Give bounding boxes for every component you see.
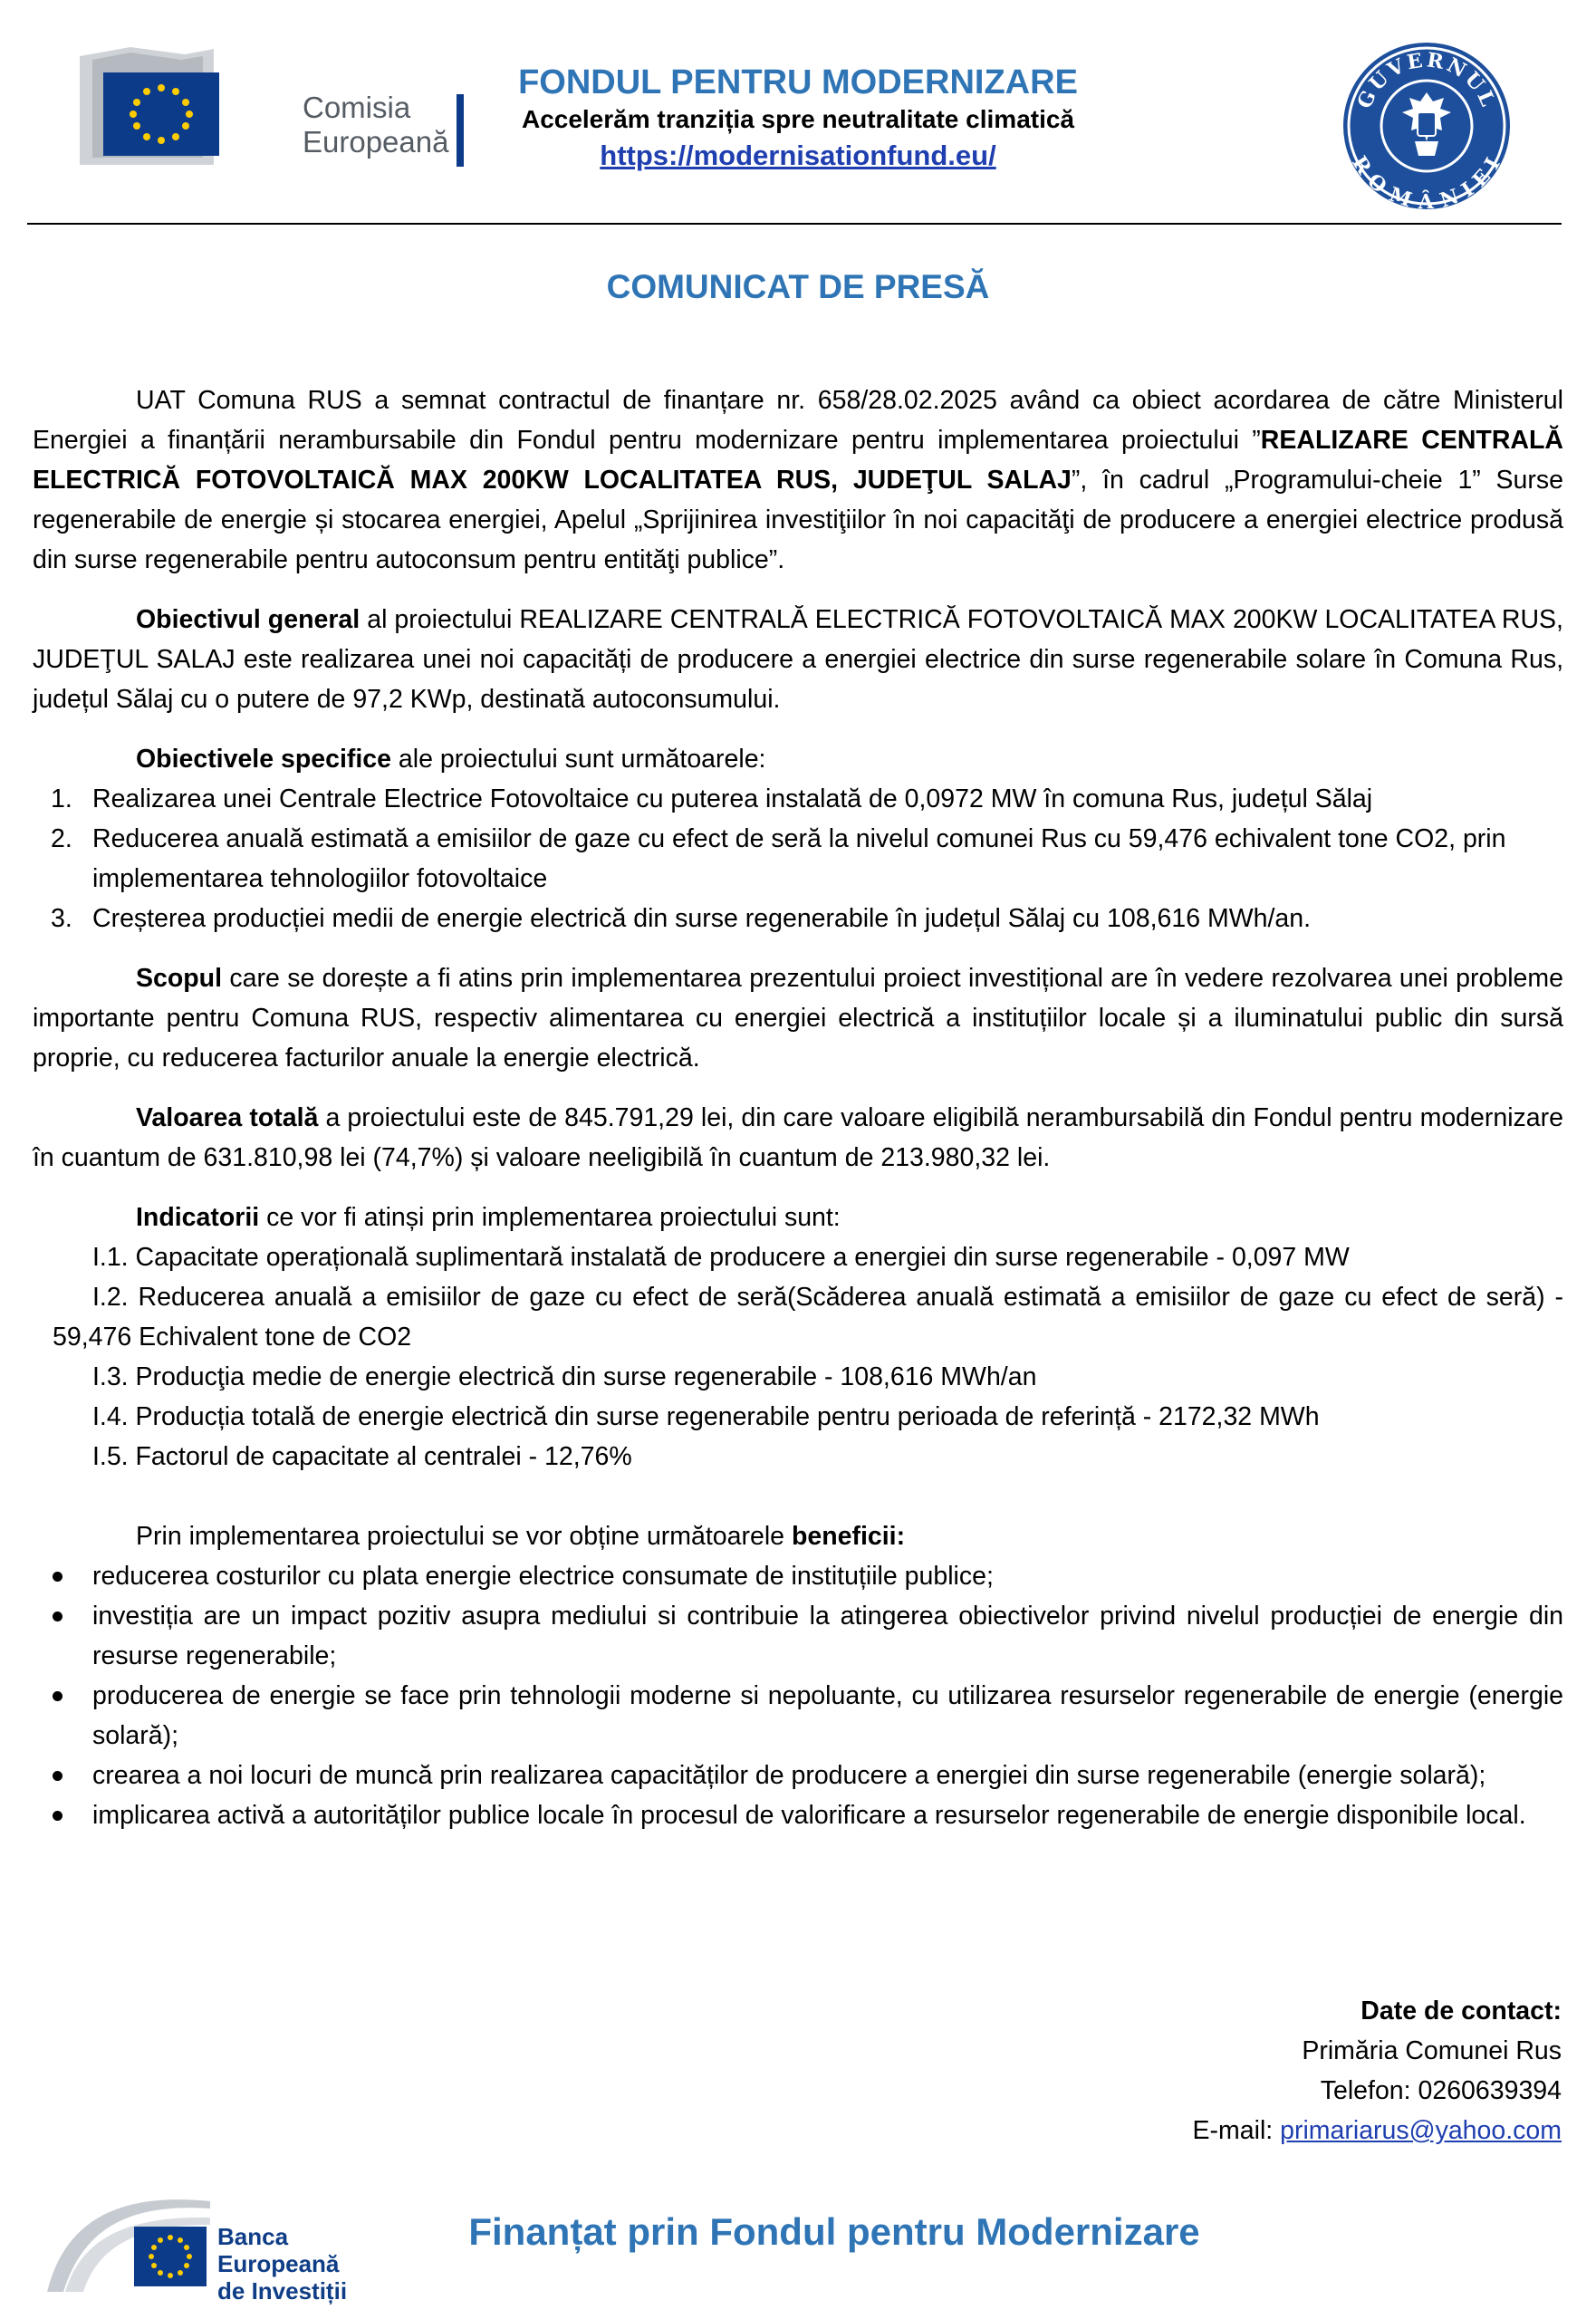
specific-objectives-list — [33, 779, 1563, 938]
indicator-item: I.1. Capacitate operațională suplimentară instalată de producere a energiei din surse regenerabile - 0,097 MW — [92, 1243, 1350, 1272]
specific-label: Obiectivele specifice — [136, 745, 391, 774]
list-item — [33, 899, 1563, 938]
bullet-icon — [53, 1691, 62, 1701]
indicator-item: I.5. Factorul de capacitate al centralei - 12,76% — [92, 1442, 632, 1471]
intro-text-b: ”, în cadrul „Programului-cheie 1” Surse regenerabile de energie și stocarea energiei, Apelul „Sprijinirea investiţiilor în noi capacităţi de producere a energiei electrice produsă din surse regenerabile pentru autoconsum pentru entităţi publice”. — [33, 466, 1563, 574]
list-number: 2. — [51, 824, 72, 853]
indicators-intro — [33, 1198, 1563, 1237]
indicators-list — [33, 1237, 1563, 1477]
list-item — [33, 1556, 1563, 1596]
contact-heading: Date de contact: — [1360, 1997, 1562, 2026]
ec-logo-line1: Comisia — [303, 91, 411, 124]
specific-text: ale proiectului sunt următoarele: — [390, 745, 766, 774]
list-item — [33, 1795, 1563, 1835]
list-item-text: implicarea activă a autorităților publice locale în procesul de valorificare a resurselor regenerabile de energie disponibile local. — [92, 1801, 1526, 1830]
scope-text: care se dorește a fi atins prin implementarea prezentului proiect investițional are în vedere rezolvarea unei probleme importante pentru Comuna RUS, respectiv alimentarea cu energiei electrică a instituțiilor locale și a iluminatului public din sursă proprie, cu reducerea facturilor anuale la energie electrică. — [33, 964, 1563, 1073]
contact-phone: Telefon: 0260639394 — [1320, 2076, 1562, 2105]
list-item-text: crearea a noi locuri de muncă prin realizarea capacităților de producere a energiei din surse regenerabile (energie solară); — [92, 1761, 1486, 1790]
list-item-text: reducerea costurilor cu plata energie electrice consumate de instituțiile publice; — [92, 1562, 994, 1591]
header — [0, 0, 1596, 226]
bullet-icon — [53, 1811, 62, 1821]
intro-text-a: UAT Comuna RUS a semnat contractul de finanțare nr. 658/28.02.2025 având ca obiect acordarea de către Ministerul Energiei a finanțării nerambursabile din Fondul pentru modernizare pentru implementarea proiectului ” — [33, 386, 1563, 455]
indicators-text: ce vor fi atinși prin implementarea proiectului sunt: — [259, 1203, 841, 1232]
value-paragraph — [33, 1098, 1563, 1178]
ec-logo-line2: Europeană — [303, 125, 449, 159]
objective-label: Obiectivul general — [136, 605, 361, 634]
page-title: COMUNICAT DE PRESĂ — [606, 268, 990, 305]
project-name: REALIZARE CENTRALĂ ELECTRICĂ FOTOVOLTAICĂ MAX 200KW LOCALITATEA RUS, JUDEŢUL SALAJ — [33, 426, 1563, 495]
scope-paragraph — [33, 958, 1563, 1078]
header-divider — [27, 223, 1562, 225]
list-item-text: Creșterea producției medii de energie electrică din surse regenerabile în județul Sălaj cu 108,616 MWh/an. — [92, 904, 1312, 933]
seal-text-bottom: ROMÂNIEI — [1347, 151, 1507, 212]
list-item — [33, 1596, 1563, 1676]
fund-title: FONDUL PENTRU MODERNIZARE — [518, 63, 1078, 101]
benefits-label: beneficii: — [791, 1522, 906, 1551]
list-number: 1. — [51, 784, 72, 813]
government-seal-icon — [1341, 40, 1513, 212]
contact-block — [1193, 1991, 1562, 2151]
eib-line2: de Investiții — [217, 2277, 348, 2305]
benefits-text: Prin implementarea proiectului se vor obține următoarele — [136, 1522, 792, 1551]
objective-text: al proiectului REALIZARE CENTRALĂ ELECTRICĂ FOTOVOLTAICĂ MAX 200KW LOCALITATEA RUS, JUDEŢUL SALAJ este realizarea unei noi capacități de producere a energiei electrice din surse regenerabile solare în Comuna Rus, județul Sălaj cu o putere de 97,2 KWp, destinată autoconsumului. — [33, 605, 1563, 714]
value-text: a proiectului este de 845.791,29 lei, din care valoare eligibilă nerambursabilă din Fondul pentru modernizare în cuantum de 631.810,98 lei (74,7%) și valoare neeligibilă în cuantum de 213.980,32 lei. — [33, 1103, 1563, 1172]
contact-email-link[interactable]: primariarus@yahoo.com — [1280, 2116, 1562, 2145]
press-release-body — [33, 380, 1563, 1835]
bullet-icon — [53, 1572, 62, 1582]
eib-line1: Banca Europeană — [217, 2223, 340, 2277]
bullet-icon — [53, 1771, 62, 1781]
list-number: 3. — [51, 904, 72, 933]
list-item — [33, 1676, 1563, 1756]
indicator-item: I.4. Producția totală de energie electrică din surse regenerabile pentru perioada de referință - 2172,32 MWh — [92, 1402, 1320, 1431]
value-label: Valoarea totală — [136, 1103, 319, 1132]
list-item-text: producerea de energie se face prin tehnologii moderne si nepoluante, cu utilizarea resurselor regenerabile de energie (energie solară); — [92, 1681, 1563, 1750]
list-item-text: Realizarea unei Centrale Electrice Fotovoltaice cu puterea instalată de 0,0972 MW în comuna Rus, județul Sălaj — [92, 784, 1373, 813]
intro-paragraph — [33, 380, 1563, 580]
specific-objectives-intro — [33, 739, 1563, 779]
contact-email-label: E-mail: — [1192, 2116, 1281, 2145]
seal-text-top: GUVERNUL — [1352, 48, 1501, 112]
indicator-item: I.2. Reducerea anuală a emisiilor de gaze cu efect de seră(Scăderea anuală estimată a emisiilor de gaze cu efect de seră) - 59,476 Echivalent tone de CO2 — [53, 1283, 1563, 1352]
indicators-label: Indicatorii — [136, 1203, 260, 1232]
list-item — [33, 1756, 1563, 1795]
fund-url-link[interactable]: https://modernisationfund.eu/ — [600, 140, 996, 171]
contact-name: Primăria Comunei Rus — [1302, 2036, 1562, 2065]
objective-paragraph — [33, 600, 1563, 719]
list-item-text: Reducerea anuală estimată a emisiilor de gaze cu efect de seră la nivelul comunei Rus cu 59,476 echivalent tone CO2, prin implementarea tehnologiilor fotovoltaice — [92, 824, 1506, 893]
list-item — [33, 819, 1563, 899]
indicator-item: I.3. Producţia medie de energie electrică din surse regenerabile - 108,616 MWh/an — [92, 1362, 1037, 1391]
footer-title: Finanțat prin Fondul pentru Modernizare — [468, 2210, 1200, 2253]
list-item — [33, 779, 1563, 819]
fund-subtitle: Accelerăm tranziția spre neutralitate climatică — [521, 105, 1075, 133]
scope-label: Scopul — [136, 964, 223, 993]
bullet-icon — [53, 1612, 62, 1621]
list-item-text: investiția are un impact pozitiv asupra mediului si contribuie la atingerea obiectivelor privind nivelul producției de energie din resurse regenerabile; — [92, 1602, 1563, 1670]
benefits-list — [33, 1556, 1563, 1835]
benefits-intro — [33, 1516, 1563, 1556]
